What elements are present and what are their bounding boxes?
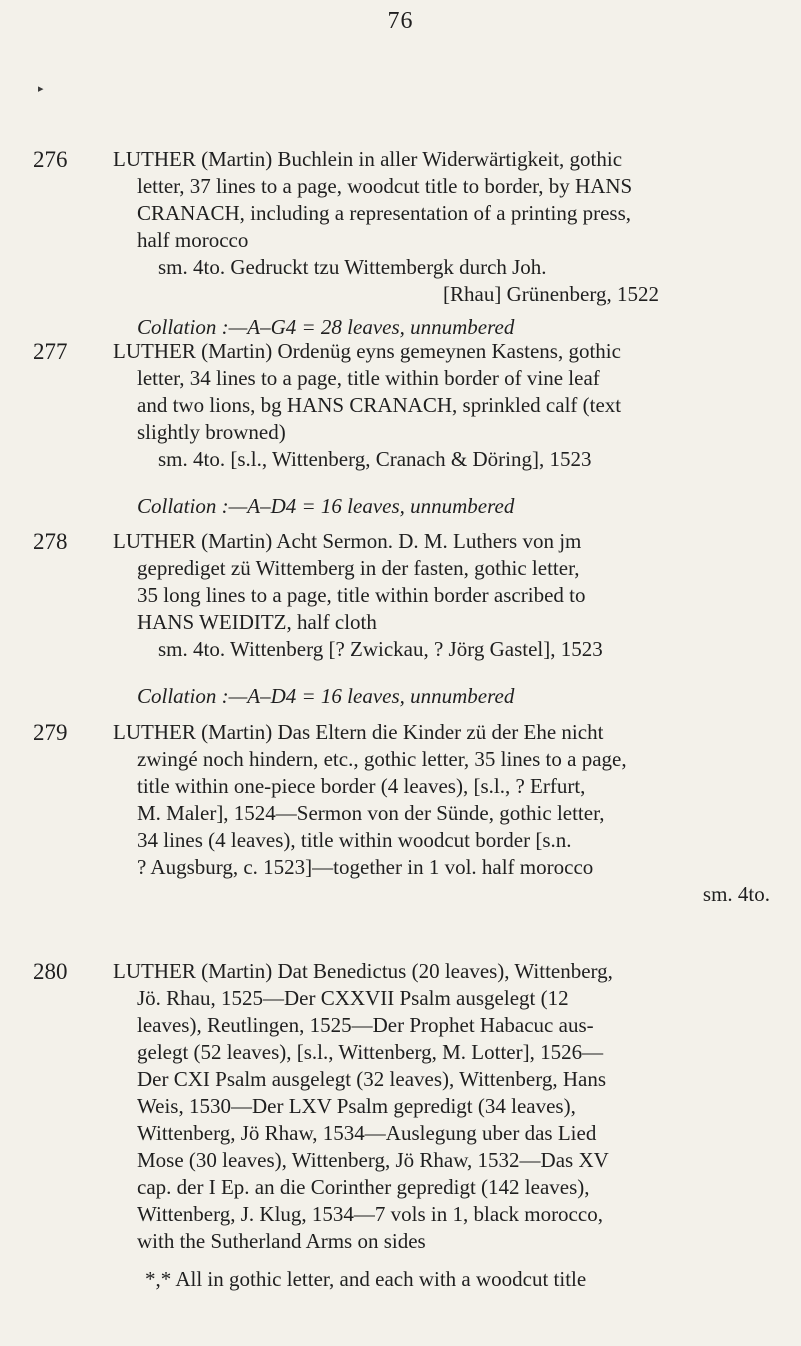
lot-number: 276 — [33, 147, 68, 172]
description-line: gelegt (52 leaves), [s.l., Wittenberg, M. Lotter], 1526— — [137, 1040, 604, 1064]
description-line: letter, 37 lines to a page, woodcut title to border, by HANS — [137, 174, 633, 198]
collation-line: Collation :—A–D4 = 16 leaves, unnumbered — [137, 684, 515, 708]
description-line: LUTHER (Martin) Ordenüg eyns gemeynen Kastens, gothic — [113, 339, 621, 363]
description-line: LUTHER (Martin) Dat Benedictus (20 leaves), Wittenberg, — [113, 959, 613, 983]
description-line: leaves), Reutlingen, 1525—Der Prophet Habacuc aus- — [137, 1013, 594, 1037]
description-line: 34 lines (4 leaves), title within woodcut border [s.n. — [137, 828, 572, 852]
lot-number: 279 — [33, 720, 68, 745]
catalogue-entry-276 — [0, 146, 801, 339]
description-line: Mose (30 leaves), Wittenberg, Jö Rhaw, 1532—Das XV — [137, 1148, 609, 1172]
description-line: letter, 34 lines to a page, title within border of vine leaf — [137, 366, 600, 390]
description-line: LUTHER (Martin) Buchlein in aller Widerwärtigkeit, gothic — [113, 147, 623, 171]
description-line: Weis, 1530—Der LXV Psalm gepredigt (34 leaves), — [137, 1094, 576, 1118]
imprint-line: sm. 4to. Gedruckt tzu Wittembergk durch Joh. — [158, 255, 547, 279]
description-line: HANS WEIDITZ, half cloth — [137, 610, 377, 634]
description-line: and two lions, bg HANS CRANACH, sprinkled calf (text — [137, 393, 622, 417]
description-line: M. Maler], 1524—Sermon von der Sünde, gothic letter, — [137, 801, 605, 825]
lot-number: 278 — [33, 529, 68, 554]
footnote: *,* All in gothic letter, and each with a woodcut title — [145, 1267, 587, 1291]
imprint-line: sm. 4to. — [702, 882, 770, 906]
entry-description — [113, 528, 788, 710]
description-line: LUTHER (Martin) Das Eltern die Kinder zü der Ehe nicht — [113, 720, 604, 744]
description-line: half morocco — [137, 228, 249, 252]
description-line: title within one-piece border (4 leaves), [s.l., ? Erfurt, — [137, 774, 586, 798]
entry-description — [113, 958, 788, 1255]
description-line: slightly browned) — [137, 420, 286, 444]
entry-description — [113, 338, 788, 520]
description-line: LUTHER (Martin) Acht Sermon. D. M. Luthers von jm — [113, 529, 582, 553]
description-line: 35 long lines to a page, title within border ascribed to — [137, 583, 586, 607]
catalogue-entry-280-rendered — [0, 958, 801, 1258]
lot-number: 280 — [33, 959, 68, 984]
description-line: Jö. Rhau, 1525—Der CXXVII Psalm ausgelegt (12 — [137, 986, 569, 1010]
description-line: Wittenberg, J. Klug, 1534—7 vols in 1, black morocco, — [137, 1202, 603, 1226]
description-line: Der CXI Psalm ausgelegt (32 leaves), Wittenberg, Hans — [137, 1067, 607, 1091]
imprint-line: sm. 4to. Wittenberg [? Zwickau, ? Jörg Gastel], 1523 — [158, 637, 603, 661]
imprint-line: [Rhau] Grünenberg, 1522 — [443, 282, 659, 306]
imprint-line: sm. 4to. [s.l., Wittenberg, Cranach & Döring], 1523 — [158, 447, 592, 471]
catalogue-entry-277 — [0, 338, 801, 518]
description-line: cap. der I Ep. an die Corinther gepredigt (142 leaves), — [137, 1175, 590, 1199]
description-line: with the Sutherland Arms on sides — [137, 1229, 426, 1253]
catalogue-entry-278 — [0, 528, 801, 708]
lot-number: 277 — [33, 339, 68, 364]
description-line: CRANACH, including a representation of a printing press, — [137, 201, 631, 225]
collation-line: Collation :—A–D4 = 16 leaves, unnumbered — [137, 494, 515, 518]
description-line: geprediget zü Wittemberg in der fasten, gothic letter, — [137, 556, 580, 580]
description-line: zwingé noch hindern, etc., gothic letter, 35 lines to a page, — [137, 747, 627, 771]
description-line: ? Augsburg, c. 1523]—together in 1 vol. half morocco — [137, 855, 594, 879]
entry-description — [113, 146, 788, 341]
description-line: Wittenberg, Jö Rhaw, 1534—Auslegung uber das Lied — [137, 1121, 597, 1145]
margin-mark-icon: ▸ — [38, 83, 44, 95]
page-number: 76 — [387, 8, 414, 34]
collation-line: Collation :—A–G4 = 28 leaves, unnumbered — [137, 315, 515, 339]
